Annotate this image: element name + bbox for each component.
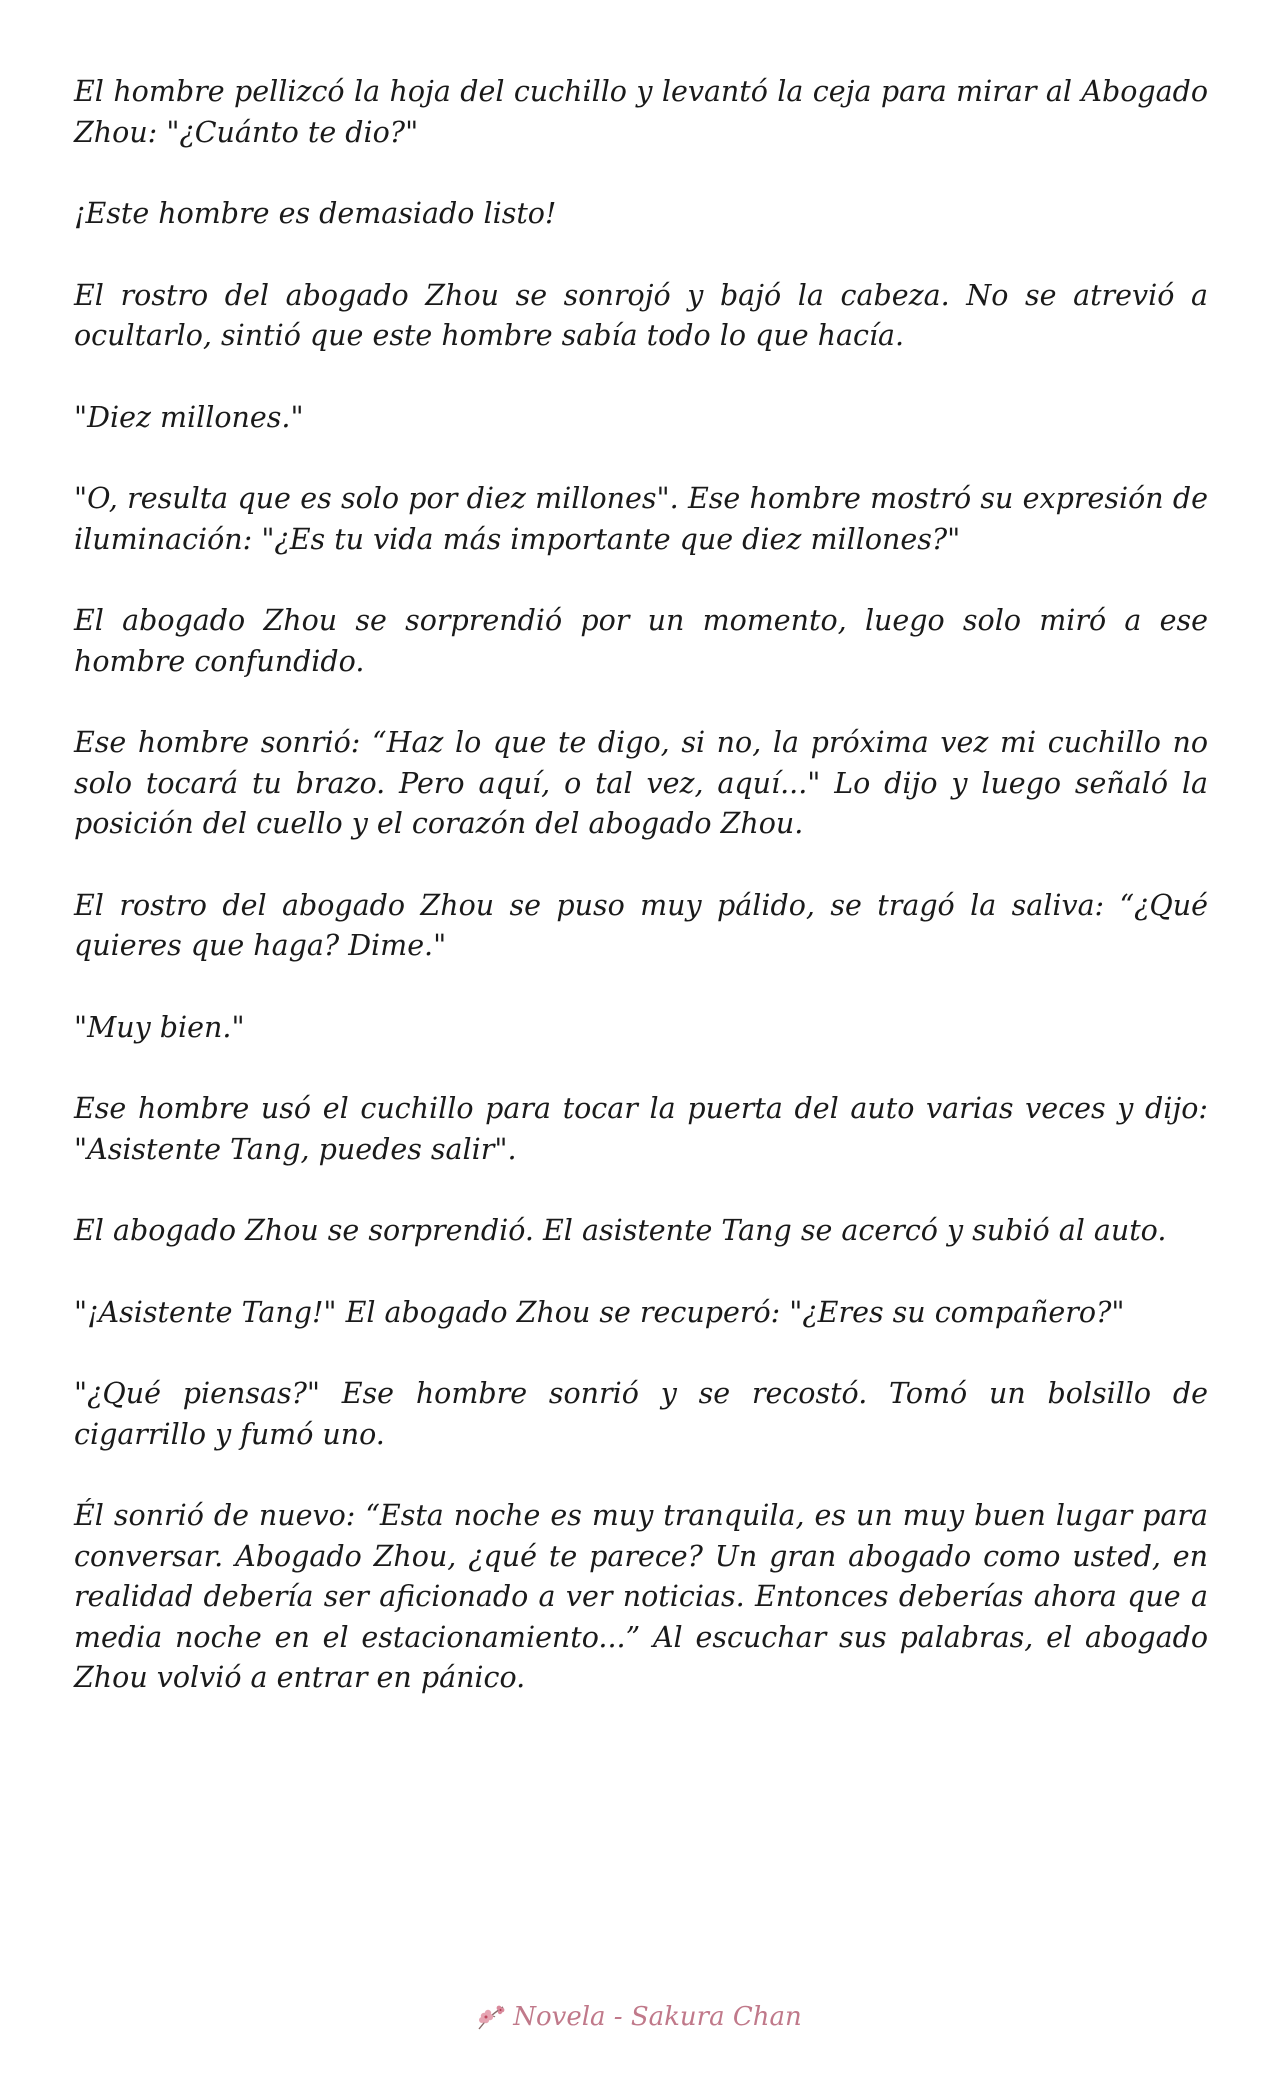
- paragraph-2: ¡Este hombre es demasiado listo!: [74, 197, 557, 230]
- paragraph-10: Ese hombre usó el cuchillo para tocar la puerta del auto varias veces y dijo: "Asistente Tang, puedes salir".: [74, 1092, 1208, 1166]
- paragraph-13: "¿Qué piensas?" Ese hombre sonrió y se recostó. Tomó un bolsillo de cigarrillo y fumó uno.: [74, 1377, 1208, 1451]
- paragraph-5: "O, resulta que es solo por diez millones". Ese hombre mostró su expresión de iluminación: "¿Es tu vida más importante que diez millones?": [74, 482, 1208, 556]
- document-body: [74, 72, 1208, 1740]
- paragraph-11: El abogado Zhou se sorprendió. El asistente Tang se acercó y subió al auto.: [74, 1214, 1167, 1247]
- paragraph-9: "Muy bien.": [74, 1010, 245, 1044]
- watermark-label: Novela - Sakura Chan: [513, 2002, 802, 2032]
- paragraph-8: El rostro del abogado Zhou se puso muy pálido, se tragó la saliva: “¿Qué quieres que haga? Dime.": [74, 888, 1208, 962]
- paragraph-1: El hombre pellizcó la hoja del cuchillo y levantó la ceja para mirar al Abogado Zhou: "¿Cuánto te dio?": [74, 75, 1208, 149]
- footer-watermark: [0, 1999, 1275, 2035]
- paragraph-7: Ese hombre sonrió: “Haz lo que te digo, si no, la próxima vez mi cuchillo no solo tocará tu brazo. Pero aquí, o tal vez, aquí..." Lo dijo y luego señaló la posición del cuello y el corazón del abogado Zhou.: [74, 726, 1208, 840]
- paragraph-6: El abogado Zhou se sorprendió por un momento, luego solo miró a ese hombre confundido.: [74, 604, 1208, 678]
- paragraph-12: "¡Asistente Tang!" El abogado Zhou se recuperó: "¿Eres su compañero?": [74, 1295, 1125, 1329]
- paragraph-3: El rostro del abogado Zhou se sonrojó y bajó la cabeza. No se atrevió a ocultarlo, sintió que este hombre sabía todo lo que hacía.: [74, 278, 1208, 352]
- cherry-blossom-icon: [473, 1999, 509, 2035]
- paragraph-4: "Diez millones.": [74, 400, 304, 434]
- paragraph-14: Él sonrió de nuevo: “Esta noche es muy tranquila, es un muy buen lugar para conversar. Abogado Zhou, ¿qué te parece? Un gran abogado como usted, en realidad debería ser aficionado a ver noticias. Entonces deberías ahora que a media noche en el estacionamiento...” Al escuchar sus palabras, el abogado Zhou volvió a entrar en pánico.: [74, 1499, 1208, 1694]
